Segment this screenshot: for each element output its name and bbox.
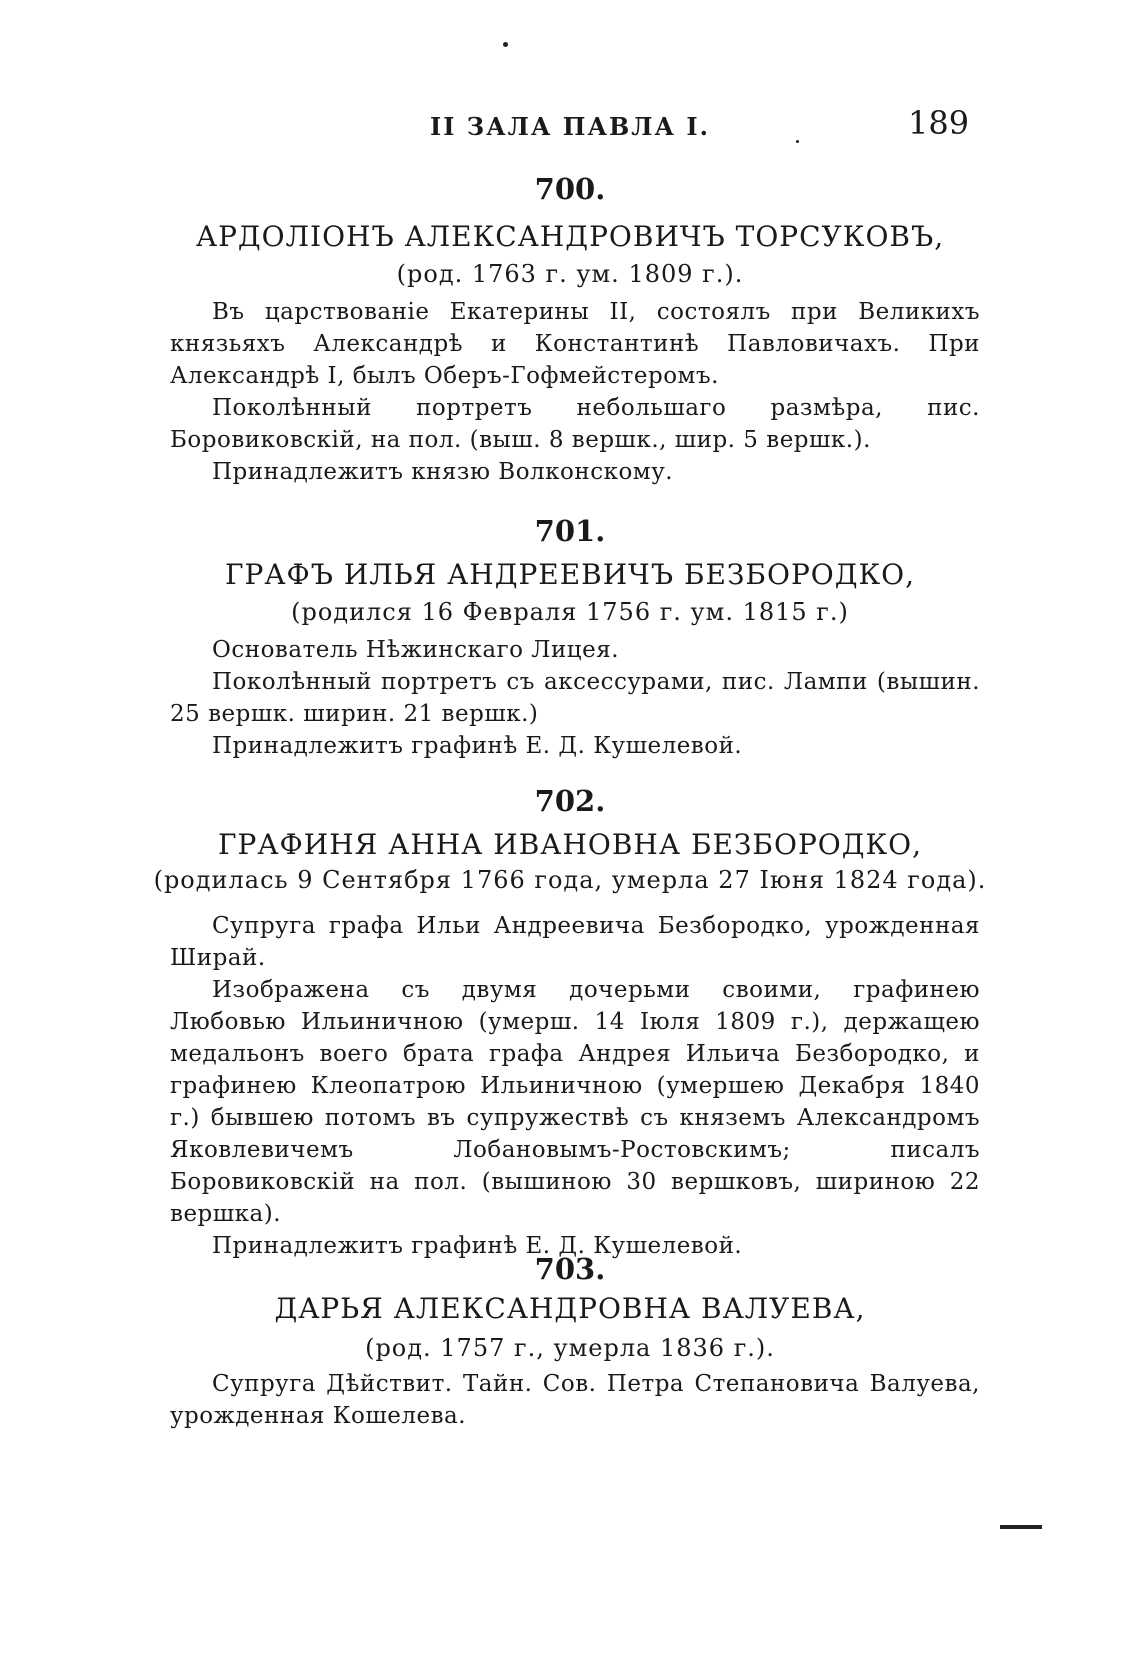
entry-paragraph: Поколѣнный портретъ небольшаго размѣра, пис. Боровиковскій, на пол. (выш. 8 вершк., шир. 5 вершк.).: [170, 395, 980, 453]
page-number: 189: [908, 104, 970, 142]
entry-dates: (род. 1757 г., умерла 1836 г.).: [365, 1334, 775, 1362]
entry-number: 700.: [534, 172, 606, 206]
entry-name: ДАРЬЯ АЛЕКСАНДРОВНА ВАЛУЕВА,: [274, 1292, 866, 1325]
entry-paragraph: Супруга графа Ильи Андреевича Безбородко, урожденная Ширай.: [170, 913, 980, 971]
entry-dates: (род. 1763 г. ум. 1809 г.).: [396, 260, 744, 288]
entry-paragraph: Поколѣнный портретъ съ аксессурами, пис. Лампи (вышин. 25 вершк. ширин. 21 вершк.): [170, 669, 980, 727]
entry-paragraph: Въ царствованіе Екатерины II, состоялъ при Великихъ князьяхъ Александрѣ и Константинѣ Павловичахъ. При Александрѣ I, былъ Оберъ-Гофмейстеромъ.: [170, 299, 980, 389]
entry-body: [170, 910, 980, 1262]
entry-paragraph: Принадлежитъ князю Волконскому.: [212, 459, 674, 485]
entry-number: 702.: [534, 784, 606, 818]
print-speck: [503, 42, 508, 47]
entry-paragraph: Супруга Дѣйствит. Тайн. Сов. Петра Степановича Валуева, урожденная Кошелева.: [170, 1371, 980, 1429]
entry-paragraph: Основатель Нѣжинскаго Лицея.: [212, 637, 620, 663]
entry-paragraph: Принадлежитъ графинѣ Е. Д. Кушелевой.: [212, 733, 743, 759]
entry-body: [170, 634, 980, 762]
entry-name: ГРАФЪ ИЛЬЯ АНДРЕЕВИЧЪ БЕЗБОРОДКО,: [224, 558, 916, 591]
entry-paragraph: Изображена съ двумя дочерьми своими, графинею Любовью Ильиничною (умерш. 14 Іюля 1809 г.), держащею медальонъ воего брата графа Андрея Ильича Безбородко, и графинею Клеопатрою Ильиничною (умершею Декабря 1840 г.) бывшею потомъ въ супружествѣ съ княземъ Александромъ Яковлевичемъ Лобановымъ-Ростовскимъ; писалъ Боровиковскій на пол. (вышиною 30 вершковъ, шириною 22 вершка).: [170, 977, 980, 1227]
entry-body: [170, 296, 980, 488]
entry-number: 701.: [534, 514, 606, 548]
entry-dates: (родилась 9 Сентября 1766 года, умерла 27 Іюня 1824 года).: [153, 866, 987, 894]
running-title: II ЗАЛА ПАВЛА I.: [430, 112, 710, 141]
print-speck: [1000, 1525, 1042, 1529]
entry-body: [170, 1368, 980, 1432]
entry-name: АРДОЛІОНЪ АЛЕКСАНДРОВИЧЪ ТОРСУКОВЪ,: [195, 220, 945, 253]
entry-number: 703.: [534, 1252, 606, 1286]
entry-name: ГРАФИНЯ АННА ИВАНОВНА БЕЗБОРОДКО,: [217, 828, 923, 861]
entry-dates: (родился 16 Февраля 1756 г. ум. 1815 г.): [291, 598, 849, 626]
entry-paragraph: Принадлежитъ графинѣ Е. Д. Кушелевой.: [212, 1233, 743, 1259]
